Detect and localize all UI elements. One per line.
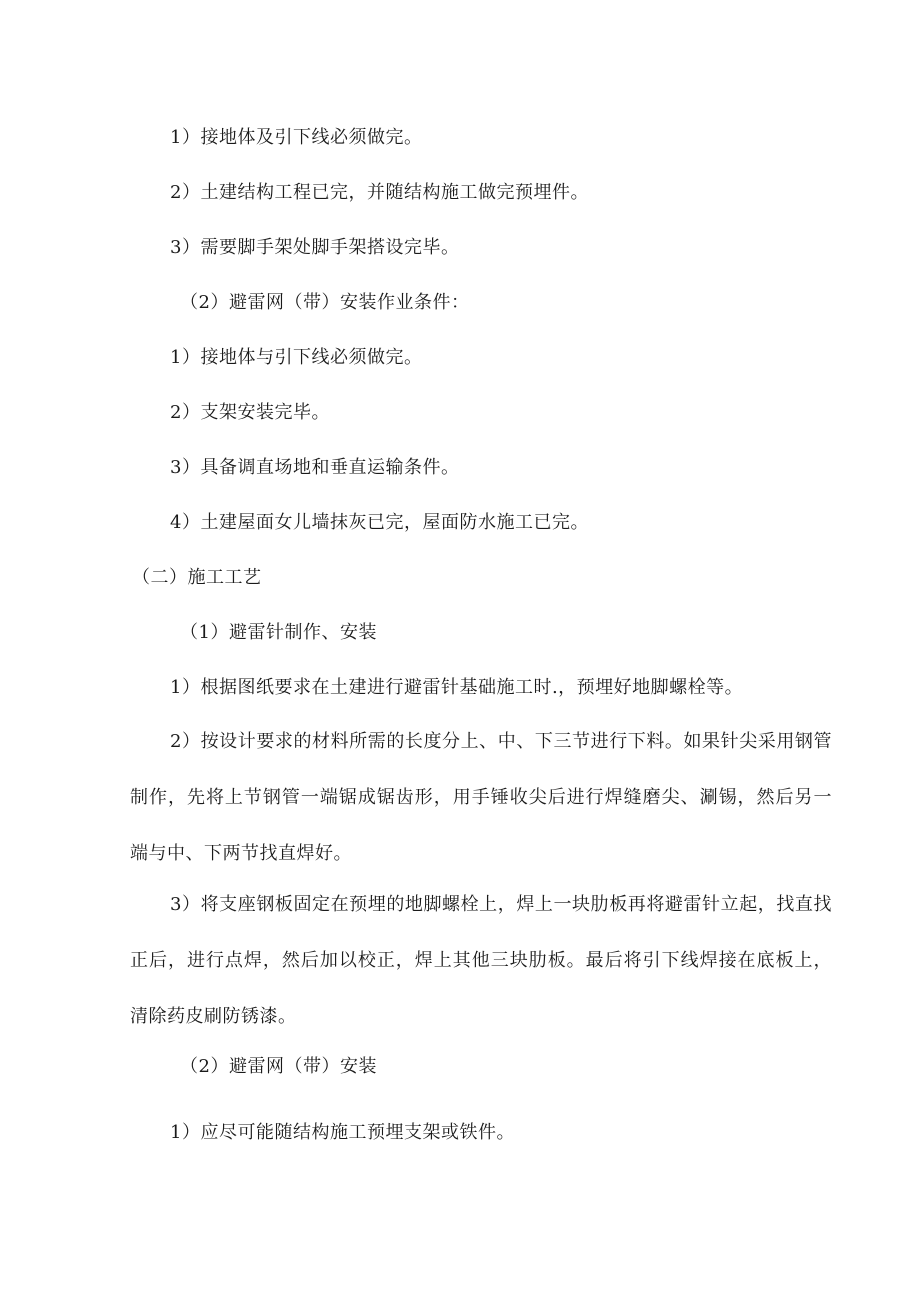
text-line: 2）支架安装完毕。 — [170, 402, 330, 423]
text-line: 1）应尽可能随结构施工预埋支架或铁件。 — [170, 1122, 515, 1143]
text-line: 1）根据图纸要求在土建进行避雷针基础施工时.，预埋好地脚螺栓等。 — [170, 677, 744, 698]
section-heading: （2）避雷网（带）安装作业条件： — [180, 292, 470, 313]
text-line: 4）土建屋面女儿墙抹灰已完，屋面防水施工已完。 — [170, 512, 589, 533]
text-line: 1）接地体及引下线必须做完。 — [170, 127, 423, 148]
text-line: 2）土建结构工程已完，并随结构施工做完预埋件。 — [170, 182, 589, 203]
section-heading: （1）避雷针制作、安装 — [180, 622, 377, 643]
text-line: 3）需要脚手架处脚手架搭设完毕。 — [170, 237, 460, 258]
chapter-heading: （二）施工工艺 — [132, 567, 262, 588]
text-line: 3）具备调直场地和垂直运输条件。 — [170, 457, 460, 478]
section-heading: （2）避雷网（带）安装 — [180, 1056, 377, 1077]
paragraph: 2）按设计要求的材料所需的长度分上、中、下三节进行下料。如果针尖采用钢管制作，先将上节钢管一端锯成锯齿形，用手锤收尖后进行焊缝磨尖、涮锡，然后另一端与中、下两节找直焊好。 — [130, 731, 832, 864]
paragraph: 3）将支座钢板固定在预埋的地脚螺栓上，焊上一块肋板再将避雷针立起，找直找正后，进行点焊，然后加以校正，焊上其他三块肋板。最后将引下线焊接在底板上，清除药皮刷防锈漆。 — [130, 894, 832, 1027]
text-line: 1）接地体与引下线必须做完。 — [170, 347, 423, 368]
